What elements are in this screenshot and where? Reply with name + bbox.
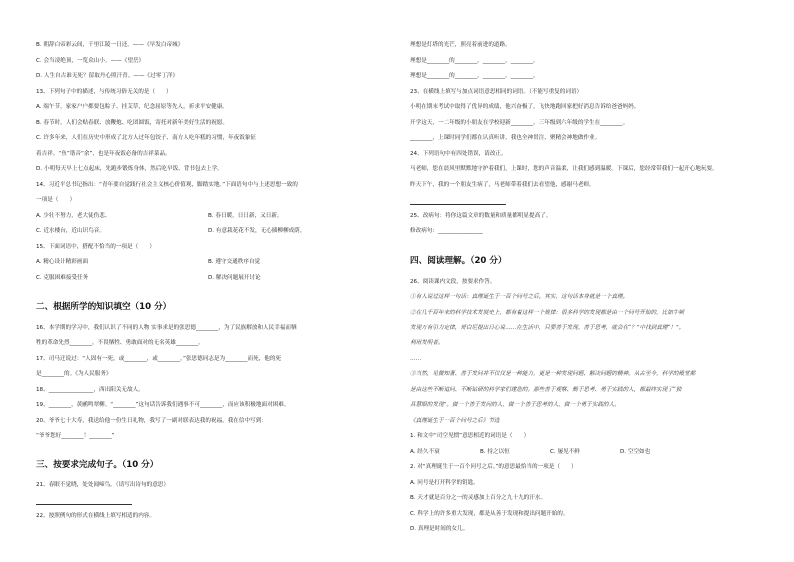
reading-q1-option-c: C. 屡见不鲜 (550, 449, 580, 455)
q15-option-d: D. 解决问题展开讨论 (208, 275, 261, 281)
q13-option-c-line2: 着吉祥。“鱼”谐音“余”，也是年夜饭必备的吉祥菜品。 (36, 151, 171, 157)
q23-line2: 开学这天，一二年级的小朋友在学校迎新________，三年级到六年级的学生在________。 (410, 120, 629, 126)
passage-para-2: ②在几千百年来的科学技术发展史上，都有着这样一个规律：很多科学的发现都是由一个问号开始的，比如牛顿 (410, 310, 685, 316)
passage-para-3-cont: 是由这些不断追问、不断钻研的科学家们建造的。那些善于观察、勤于思考、勇于实践的人，都最终实现了“独 (410, 387, 682, 393)
q21-answer-line[interactable] (36, 504, 132, 505)
q14-option-c: C. 近水楼台，近山识鸟音。 (36, 228, 105, 234)
q15-option-a: A. 精心设计精彩画面 (36, 259, 89, 265)
q12-option-c: C. 会当凌绝顶，一览众山小。——《望岳》 (36, 58, 145, 64)
q25-stem: 25、改病句：将你这篇文章的数量和质量都明显提高了。 (410, 213, 552, 219)
section-4-heading: 四、阅读理解。（20 分） (410, 256, 507, 266)
q23-line1: 小明在期末考试中取得了优异的成绩，他兴奋极了，飞快地跑回家把好消息告诉给爸爸妈妈。 (410, 104, 640, 110)
q13-stem: 13、下列句子中的描述，与传统习俗无关的是（ ） (36, 89, 172, 95)
q24-line2: 昨天下午，我的一个朋友生病了，马老师带着我们去看望他，感谢马老师。 (410, 182, 595, 188)
q15-stem: 15、下面词语中，搭配不恰当的一项是（ ） (36, 244, 155, 250)
q24-answer-line[interactable] (410, 204, 506, 205)
reading-q1-option-a: A. 经久不衰 (410, 449, 440, 455)
q15-option-b: B. 遵守交通秩序自觉 (208, 259, 261, 265)
q16-line1: 16、本学期的学习中，我们认识了不同的人物 实事求是的张思德________，为了民族解放和人民幸福而牺 (36, 325, 297, 331)
reading-q2-option-c: C. 科学上的许多重大发现，都是从善于发现和提出问题开始的。 (410, 511, 569, 517)
section-2-heading: 二、根据所学的知识填空（10 分） (36, 302, 172, 312)
q22-example: 理想是灯塔的光芒，照亮着前进的道路。 (410, 42, 511, 48)
q12-option-d: D. 人生自古谁无死？留取丹心照汗青。——《过零丁洋》 (36, 73, 179, 79)
passage-source: 《真理诞生于一百个问号之后》节选 (410, 418, 500, 424)
q26-stem: 26、阅读课内文段，按要求作答。 (410, 279, 496, 285)
passage-para-3: ③当然，见微知著、善于发问并不仅仅是一种能力，更是一种发现问题、解决问题的精神。从古至今，科学的殿堂都 (410, 371, 696, 377)
q20-line1: 20、爷爷七十大寿，我送给他一份生日礼物，我写了一副对联表达我的祝福，我在信中写到： (36, 418, 267, 424)
q16-line2: 牲的革命先烈________，不畏牺牲、勇敢面对的无名英雄________。 (36, 340, 204, 346)
reading-q2-option-b: B. 天才就是百分之一的灵感加上百分之九十九的汗水。 (410, 495, 547, 501)
q19: 19、________，黄鹂鸣翠柳。“________”这句话告诉我们遇事不可________，而应该积极地面对困难。 (36, 402, 290, 408)
reading-q1-option-d: D. 空空如也 (620, 449, 651, 455)
q13-option-d: D. 小明每天早上七点起床，先跑步锻炼身体，然后吃早饭、背书包去上学。 (36, 166, 223, 172)
q14-stem: 14、习近平总书记指出：“青年要自觉践行社会主义核心价值观，脚踏实地。”下面语句中与上述思想一致的 (36, 182, 298, 188)
q12-option-b: B. 朝辞白帝彩云间，千里江陵一日还。——《早发白帝城》 (36, 42, 184, 48)
q14-option-d: D. 有意栽花花不发，无心插柳柳成荫。 (208, 228, 306, 234)
q24-line1: 马老师，您在晨风里默默地守护着我们，上课时，您的声音温柔，让我们感到温暖。下课后，您经常带我们一起开心地玩耍。 (410, 166, 718, 172)
q24-stem: 24、下列语句中有四处错误，请改正。 (410, 151, 507, 157)
q17-line2: 是________的。《为人民服务》 (36, 371, 112, 377)
passage-para-2-cont: 发现万有引力定律，哥白尼提出日心说……在生活中，只要善于发现、善于思考，就会在“？”中找到真理“！”。 (410, 325, 685, 331)
q14-option-b: B. 春日暖，日日新，又日新。 (208, 213, 283, 219)
reading-q2-option-a: A. 问号是打开科学的钥匙。 (410, 480, 479, 486)
q25-answer: 修改病句：________________ (410, 228, 483, 234)
reading-q2-stem: 2. 对“真理诞生于一百个问号之后。”的意思最恰当的一项是（ ） (410, 464, 577, 470)
passage-para-3-end: 具慧眼的发现”。做一个善于发问的人，做一个善于思考的人，做一个勇于实践的人。 (410, 402, 620, 408)
q14-stem-line2: 一项是（ ） (36, 197, 76, 203)
q15-option-c: C. 克服困难接受任务 (36, 275, 89, 281)
q22-blank-line1: 理想是________的________，________，________。 (410, 58, 539, 64)
reading-q1-option-b: B. 持之以恒 (480, 449, 510, 455)
q17-line1: 17、司马迁说过：“人固有一死，或________，或________。”张思德同志是为________而死，他的死 (36, 356, 282, 362)
q22: 22、按照例句的形式在横线上填写相适的内容。 (36, 513, 155, 519)
q22-blank-line2: 理想是________的________，________，________。 (410, 73, 539, 79)
passage-para-2-end: 利用发明者。 (410, 340, 444, 346)
reading-q1-stem: 1. 和文中“司空见惯”意思相近的词语是（ ） (410, 433, 530, 439)
passage-ellipsis: …… (410, 356, 422, 362)
q23-stem: 23、在横线上填写与加点词语意思相同的词语。（不能写重复的词语） (410, 89, 583, 95)
reading-q2-option-d: D. 真理是时间的女儿。 (410, 526, 469, 532)
section-3-heading: 三、按要求完成句子。（10 分） (36, 460, 159, 470)
q13-option-a: A. 端午节，家家户户都要包粽子、挂艾草，纪念屈原等先人，祈求平安健康。 (36, 104, 228, 110)
q18: 18、________________，西出阳关无故人。 (36, 387, 144, 393)
q20-line2: “爷爷您好________！________” (36, 433, 115, 439)
q14-option-a: A. 少壮不努力，老大徒伤悲。 (36, 213, 111, 219)
q13-option-c-line1: C. 许多年来，人们在历史中形成了北方人过年包饺子、南方人吃年糕的习惯，年夜饭象征 (36, 135, 257, 141)
q23-line3: ________，上课时同学们都在认真听讲，我也全神贯注、聚精会神地做作业。 (410, 135, 601, 141)
q13-option-b: B. 春节时，人们会贴春联、放鞭炮、吃团圆饭，寄托对新年美好生活的祝愿。 (36, 120, 228, 126)
passage-para-1: ①有人说过这样一句话：真理诞生于一百个问号之后。其实，这句话本身就是一个真理。 (410, 294, 629, 300)
q21: 21、春眠不觉晓，处处闻啼鸟。（请写出诗句的意思） (36, 482, 169, 488)
